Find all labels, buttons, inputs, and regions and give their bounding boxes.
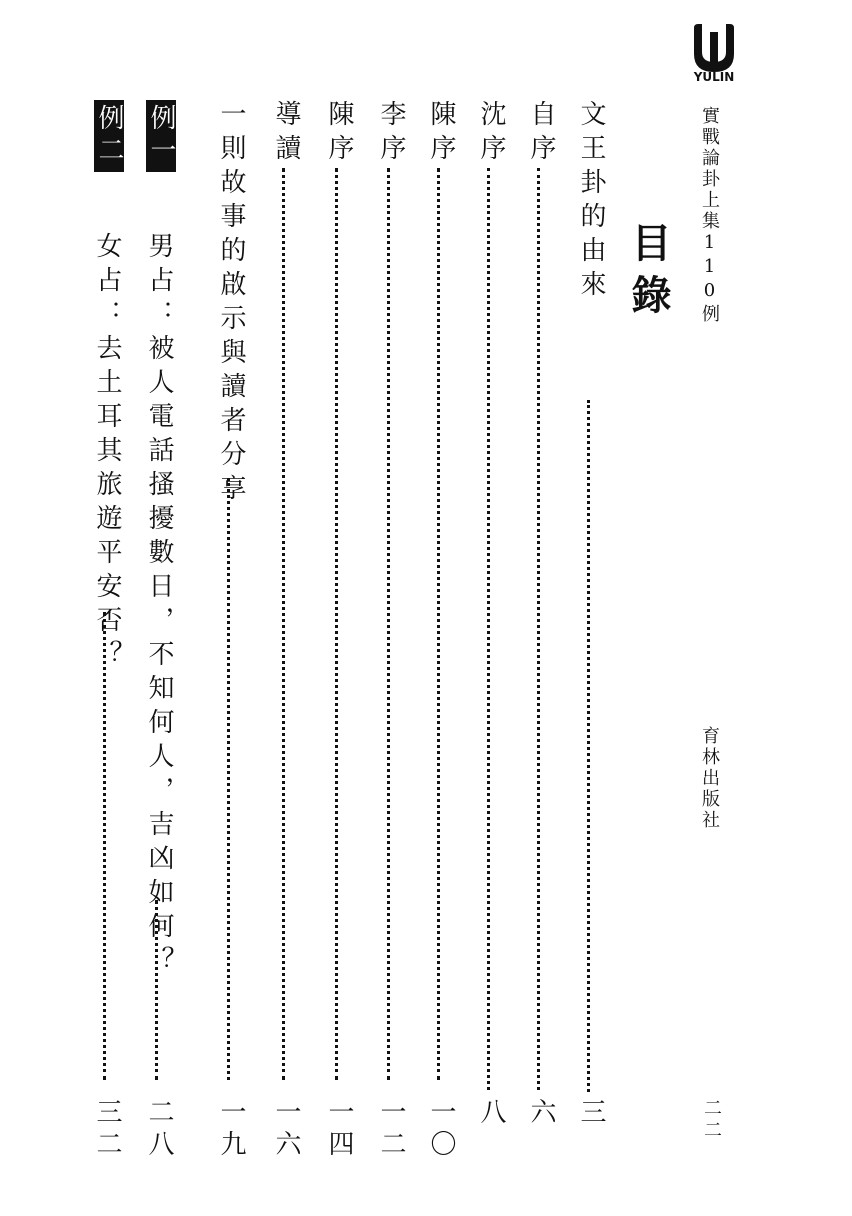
toc-entry[interactable]: [86, 100, 136, 1160]
toc-entry-title: 自序: [526, 100, 556, 168]
publisher-name: 育林出版社: [699, 726, 720, 831]
toc-entry[interactable]: [520, 100, 570, 1160]
example-tag: 例一: [146, 100, 176, 172]
toc-entry-page: 二八: [144, 1098, 174, 1162]
dot-leader: [155, 900, 164, 1080]
toc-entry[interactable]: [370, 100, 420, 1160]
toc-entry-page: 八: [476, 1098, 506, 1130]
dot-leader: [587, 400, 596, 1092]
toc-entry[interactable]: [318, 100, 368, 1160]
toc-entry[interactable]: [420, 100, 470, 1160]
toc-entry[interactable]: [138, 100, 188, 1160]
toc-entry-title: 男占：被人電話搔擾數日，不知何人，吉凶如何？: [144, 232, 174, 980]
toc-entry[interactable]: [265, 100, 315, 1160]
dot-leader: [487, 168, 496, 1090]
toc-entry-title: 陳序: [426, 100, 456, 168]
toc-entry-page: 一二: [376, 1098, 406, 1162]
dot-leader: [103, 612, 112, 1080]
toc-entry[interactable]: [210, 100, 260, 1160]
toc-entry-title: 女占：去土耳其旅遊平安否？: [92, 232, 122, 674]
toc-entry-page: 一六: [271, 1098, 301, 1162]
dot-leader: [282, 168, 291, 1080]
example-tag: 例二: [94, 100, 124, 172]
toc-entry-title: 導讀: [271, 100, 301, 168]
toc-entry[interactable]: [470, 100, 520, 1160]
toc-entry-title: 文王卦的由來: [576, 100, 606, 304]
toc-entry-title: 一則故事的啟示與讀者分享: [216, 100, 246, 508]
dot-leader: [335, 168, 344, 1080]
toc-entry-title: 陳序: [324, 100, 354, 168]
running-title: 實戰論卦上集110例: [699, 106, 720, 325]
toc-entry-page: 一四: [324, 1098, 354, 1162]
page-number: 二二: [701, 1098, 722, 1142]
logo-wordmark: YULIN: [693, 70, 735, 84]
toc-entry-page: 三二: [92, 1098, 122, 1162]
dot-leader: [387, 168, 396, 1080]
toc-entry-page: 一九: [216, 1098, 246, 1162]
toc-entry[interactable]: [570, 100, 620, 1160]
toc-entry-page: 三: [576, 1098, 606, 1130]
toc-entry-page: 六: [526, 1098, 556, 1130]
toc-entry-title: 李序: [376, 100, 406, 168]
dot-leader: [437, 168, 446, 1080]
toc-entry-page: 一〇: [426, 1098, 456, 1162]
dot-leader: [537, 168, 546, 1090]
toc-entry-title: 沈序: [476, 100, 506, 168]
toc-heading: 目錄: [625, 222, 671, 326]
dot-leader: [227, 478, 236, 1080]
